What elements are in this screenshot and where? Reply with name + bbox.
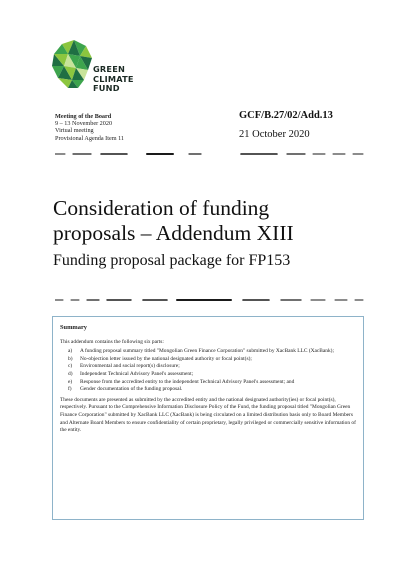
list-item-letter: c) [68,363,73,370]
summary-heading: Summary [60,324,87,331]
document-title [53,196,294,246]
agenda-item: Provisional Agenda Item 11 [55,134,125,142]
summary-intro: This addendum contains the following six parts: [60,338,164,345]
list-item-text: Environmental and social report(s) disclosure; [80,363,180,370]
list-item [68,371,357,379]
globe-icon [52,40,92,88]
logo-line-fund: FUND [93,83,120,94]
list-item-text: Gender documentation of the funding proposal. [80,386,183,393]
list-item-letter: e) [68,378,73,385]
list-item-text: No-objection letter issued by the national designated authority or focal point(s); [80,355,252,362]
list-item-letter: d) [68,370,73,377]
list-item [68,348,357,356]
logo-line-climate: CLIMATE [93,73,134,84]
list-item-text: Independent Technical Advisory Panel's assessment; [80,370,194,377]
list-item [68,363,357,371]
meeting-info [55,113,124,142]
summary-body: These documents are presented as submitted by the accredited entity and the national designated authority(ies) or focal point(s), respectively. Pursuant to the Comprehensive Information Disclosure Policy of the Fund, the funding proposal titled "Mongolian Green Finance Corporation" submitted by XacBank LLC (XacBank) is being circulated on a limited distribution basis only to Board Members and Alternate Board Members to ensure confidentiality of certain proprietary, legally privileged or commercially sensitive information of the entity. [60,396,356,434]
document-subtitle: Funding proposal package for FP153 [53,252,291,269]
list-item-letter: b) [68,355,73,362]
list-item-letter: f) [68,386,72,393]
meeting-dates: 9 – 13 November 2020 [55,120,113,128]
document-code: GCF/B.27/02/Add.13 [239,110,333,121]
summary-parts-list [68,348,357,394]
meeting-mode: Virtual meeting [55,127,94,135]
bottom-divider [55,297,365,303]
list-item-text: A funding proposal summary titled "Mongolian Green Finance Corporation" submitted by XacBank LLC (XacBank); [80,348,334,355]
summary-box [52,316,364,520]
list-item-letter: a) [68,348,73,355]
title-line-2: proposals – Addendum XIII [53,221,294,245]
meeting-title: Meeting of the Board [55,113,112,120]
list-item [68,386,357,394]
title-line-1: Consideration of funding [53,196,270,220]
logo-line-green: GREEN [93,64,126,74]
list-item-text: Response from the accredited entity to the independent Technical Advisory Panel's assessment; and [80,378,295,385]
top-divider [55,151,365,157]
document-date: 21 October 2020 [239,129,310,140]
logo-wordmark [93,65,134,94]
document-id-block [239,110,333,140]
